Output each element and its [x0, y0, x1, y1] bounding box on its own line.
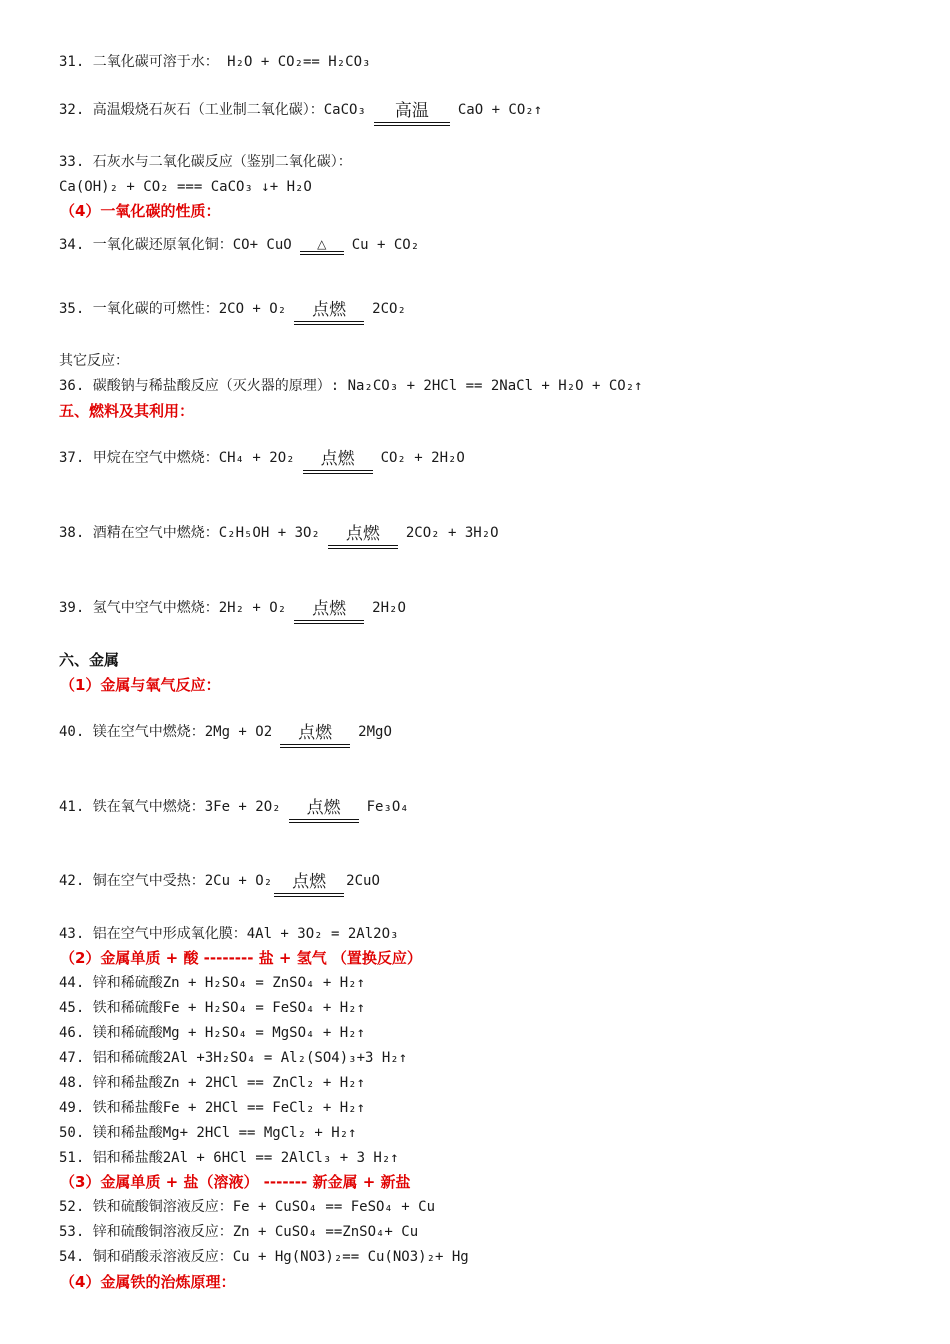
section-co-properties: （4）一氧化碳的性质： [60, 202, 221, 220]
eq-37-left: 37. 甲烷在空气中燃烧：CH₄ + 2O₂ [59, 450, 295, 466]
eq-42-right: 2CuO [346, 873, 380, 889]
eq-42 [59, 865, 380, 891]
condition-ignite: 点燃 [328, 523, 398, 549]
eq-46: 46. 镁和稀硫酸Mg + H₂SO₄ = MgSO₄ + H₂↑ [59, 1025, 366, 1041]
section-iron-smelting: （4）金属铁的治炼原理： [60, 1273, 236, 1291]
eq-35-left: 35. 一氧化碳的可燃性：2CO + O₂ [59, 301, 287, 317]
condition-ignite: 点燃 [274, 871, 344, 897]
eq-34 [59, 235, 419, 255]
eq-32 [59, 94, 542, 120]
eq-40-left: 40. 镁在空气中燃烧：2Mg + O2 [59, 724, 273, 740]
eq-32-right: CaO + CO₂↑ [457, 102, 543, 118]
eq-44: 44. 锌和稀硫酸Zn + H₂SO₄ = ZnSO₄ + H₂↑ [59, 975, 366, 991]
eq-31: 31. 二氧化碳可溶于水： H₂O + CO₂== H₂CO₃ [59, 54, 371, 70]
section-metal-salt: （3）金属单质 + 盐（溶液） ------- 新金属 + 新盐 [60, 1173, 411, 1191]
eq-51: 51. 铝和稀盐酸2Al + 6HCl == 2AlCl₃ + 3 H₂↑ [59, 1150, 399, 1166]
condition-ignite: 点燃 [294, 299, 364, 325]
eq-36: 36. 碳酸钠与稀盐酸反应（灭火器的原理）: Na₂CO₃ + 2HCl == 2NaCl + H₂O + CO₂↑ [59, 378, 643, 394]
other-reactions: 其它反应： [59, 353, 129, 369]
eq-35-right: 2CO₂ [372, 301, 406, 317]
eq-37-right: CO₂ + 2H₂O [380, 450, 465, 466]
condition-ignite: 点燃 [294, 598, 364, 624]
eq-35 [59, 293, 406, 319]
eq-42-left: 42. 铜在空气中受热：2Cu + O₂ [59, 873, 273, 889]
eq-38 [59, 517, 499, 543]
eq-41-left: 41. 铁在氧气中燃烧：3Fe + 2O₂ [59, 799, 281, 815]
eq-41 [59, 791, 409, 817]
eq-41-right: Fe₃O₄ [366, 799, 409, 815]
section-metal-oxygen: （1）金属与氧气反应： [60, 676, 221, 694]
eq-43: 43. 铝在空气中形成氧化膜：4Al + 3O₂ = 2Al2O₃ [59, 926, 399, 942]
eq-49: 49. 铁和稀盐酸Fe + 2HCl == FeCl₂ + H₂↑ [59, 1100, 366, 1116]
eq-40 [59, 716, 392, 742]
eq-40-right: 2MgO [358, 724, 392, 740]
eq-54: 54. 铜和硝酸汞溶液反应：Cu + Hg(NO3)₂== Cu(NO3)₂+ Hg [59, 1249, 469, 1265]
condition-gaowen: 高温 [374, 100, 450, 126]
eq-38-left: 38. 酒精在空气中燃烧：C₂H₅OH + 3O₂ [59, 525, 320, 541]
condition-ignite: 点燃 [289, 797, 359, 823]
eq-39 [59, 592, 406, 618]
eq-45: 45. 铁和稀硫酸Fe + H₂SO₄ = FeSO₄ + H₂↑ [59, 1000, 366, 1016]
eq-53: 53. 锌和硫酸铜溶液反应：Zn + CuSO₄ ==ZnSO₄+ Cu [59, 1224, 419, 1240]
eq-33-title: 33. 石灰水与二氧化碳反应（鉴别二氧化碳）： [59, 154, 352, 170]
condition-ignite: 点燃 [303, 448, 373, 474]
eq-50: 50. 镁和稀盐酸Mg+ 2HCl == MgCl₂ + H₂↑ [59, 1125, 357, 1141]
condition-heat: △ [300, 237, 344, 255]
eq-48: 48. 锌和稀盐酸Zn + 2HCl == ZnCl₂ + H₂↑ [59, 1075, 366, 1091]
eq-33: Ca(OH)₂ + CO₂ === CaCO₃ ↓+ H₂O [59, 179, 312, 195]
eq-37 [59, 442, 465, 468]
eq-39-right: 2H₂O [372, 600, 406, 616]
eq-32-left: 32. 高温煅烧石灰石（工业制二氧化碳）：CaCO₃ [59, 102, 366, 118]
eq-39-left: 39. 氢气中空气中燃烧：2H₂ + O₂ [59, 600, 287, 616]
section-metals: 六、金属 [59, 651, 120, 669]
section-metal-acid: （2）金属单质 + 酸 -------- 盐 + 氢气 （置换反应） [60, 949, 422, 967]
eq-34-left: 34. 一氧化碳还原氧化铜：CO+ CuO [59, 237, 292, 253]
section-fuels: 五、燃料及其利用： [59, 402, 195, 420]
condition-ignite: 点燃 [280, 722, 350, 748]
eq-38-right: 2CO₂ + 3H₂O [405, 525, 499, 541]
eq-34-right: Cu + CO₂ [351, 237, 420, 253]
eq-47: 47. 铝和稀硫酸2Al +3H₂SO₄ = Al₂(SO4)₃+3 H₂↑ [59, 1050, 408, 1066]
eq-52: 52. 铁和硫酸铜溶液反应：Fe + CuSO₄ == FeSO₄ + Cu [59, 1199, 436, 1215]
